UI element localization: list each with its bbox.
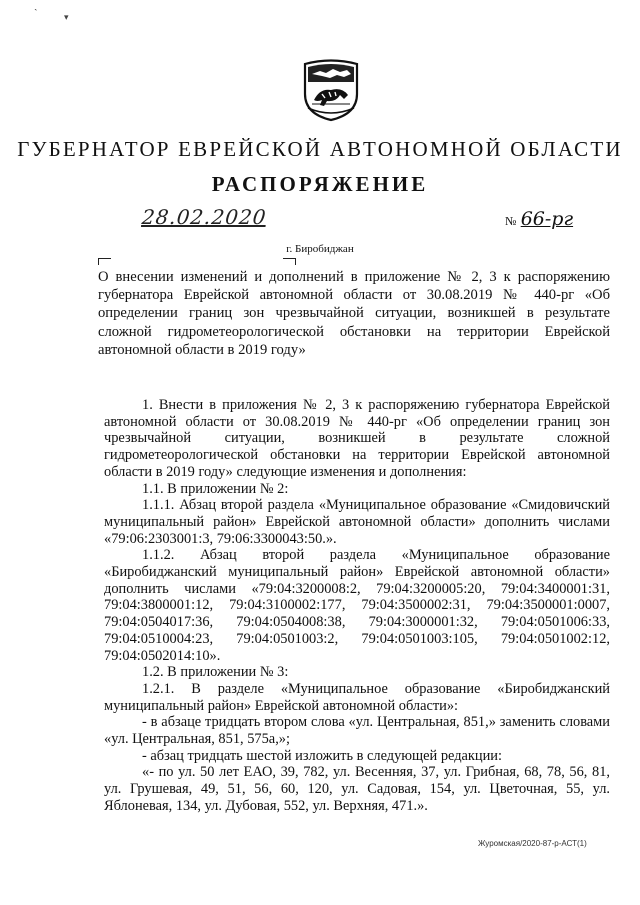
body-paragraph: - абзац тридцать шестой изложить в следующей редакции: <box>142 747 503 764</box>
scan-mark: ˋ <box>34 8 38 20</box>
body-paragraph: 1.2.1. В разделе «Муниципальное образование «Биробиджанский муниципальный район» Еврейской автономной области»: <box>104 680 610 714</box>
scan-mark: ▾ <box>64 12 69 22</box>
body-paragraph: 1.2. В приложении № 3: <box>142 664 289 681</box>
number-sign: № <box>505 214 517 228</box>
subject-bracket-left <box>98 258 111 265</box>
body-paragraph: - в абзаце тридцать втором слова «ул. Центральная, 851,» заменить словами «ул. Центральная, 851, 575а,»; <box>104 714 610 748</box>
body-paragraph: 1.1.1. Абзац второй раздела «Муниципальное образование «Смидовичский муниципальный район» Еврейской автономной области» дополнить числами «79:06:2303001:3, 79:06:3300043:50.». <box>104 497 610 547</box>
body-paragraph: «- по ул. 50 лет ЕАО, 39, 782, ул. Весенняя, 37, ул. Грибная, 68, 78, 56, 81, ул. Грушевая, 49, 51, 56, 60, 120, ул. Садовая, 154, ул. Цветочная, 55, ул. Яблоневая, 134, ул. Дубовая, 552, ул. Верхняя, 471.». <box>104 764 610 814</box>
document-type-title: РАСПОРЯЖЕНИЕ <box>211 172 429 196</box>
issuing-authority: ГУБЕРНАТОР ЕВРЕЙСКОЙ АВТОНОМНОЙ ОБЛАСТИ <box>17 137 623 161</box>
document-date: 28.02.2020 <box>140 205 268 229</box>
document-body <box>104 397 610 815</box>
document-number-value: 66-рг <box>520 208 574 230</box>
subject-bracket-right <box>283 258 296 265</box>
body-paragraph: 1.1.2. Абзац второй раздела «Муниципальное образование «Биробиджанский муниципальный район» Еврейской автономной области» дополнить числами «79:04:3200008:2, 79:04:3200005:20, 79:04:3400001:31, 79:04:3800001:12, 79:04:3100002:177, 79:04:3500002:31, 79:04:3500001:0007, 79:04:0504017:36, 79:04:0504008:38, 79:04:3000001:32, 79:04:0501006:33, 79:04:0510004:23, 79:04:0501003:2, 79:04:0501003:105, 79:04:0501002:12, 79:04:0502014:10». <box>104 547 610 664</box>
body-paragraph: 1. Внести в приложения № 2, 3 к распоряжению губернатора Еврейской автономной области от 30.08.2019 № 440-рг «Об определении границ зон чрезвычайной ситуации, возникшей в результате сложной гидрометеорологической обстановки на территории Еврейской автономной области в 2019 году» следующие изменения и дополнения: <box>104 397 610 480</box>
document-number <box>505 208 573 230</box>
city-label: г. Биробиджан <box>286 243 354 255</box>
document-subject: О внесении изменений и дополнений в приложение № 2, 3 к распоряжению губернатора Еврейской автономной области от 30.08.2019 № 440-рг «Об определении границ зон чрезвычайной ситуации, возникшей в результате сложной гидрометеорологической обстановки на территории Еврейской автономной области в 2019 году» <box>98 269 610 358</box>
body-paragraph: 1.1. В приложении № 2: <box>142 480 289 497</box>
footer-reference: Журомская/2020-87-р-АСТ(1) <box>478 839 587 848</box>
coat-of-arms-icon <box>300 58 362 122</box>
